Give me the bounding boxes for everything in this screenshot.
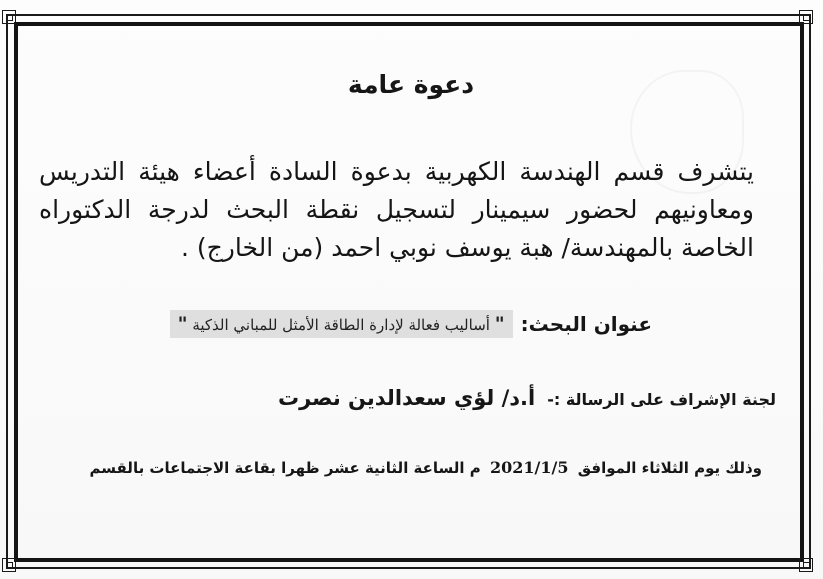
invitation-body: يتشرف قسم الهندسة الكهربية بدعوة السادة أعضاء هيئة التدريس ومعاونيهم لحضور سيمينار لتسجيل نقطة البحث لدرجة الدكتوراه الخاصة بالمهندسة/ هبة يوسف نوبي احمد (من الخارج) . bbox=[39, 157, 754, 262]
corner-ornament-bottom-left bbox=[2, 558, 16, 572]
invitation-content bbox=[30, 40, 792, 550]
corner-ornament-bottom-right bbox=[799, 558, 813, 572]
schedule-line bbox=[89, 458, 762, 477]
invitation-title: دعوة عامة bbox=[347, 70, 475, 99]
close-quote: " bbox=[177, 313, 188, 335]
supervisor-name: أ.د/ لؤي سعدالدين نصرت bbox=[277, 386, 536, 410]
research-title-text: أساليب فعالة لإدارة الطاقة الأمثل للمباني الذكية bbox=[192, 316, 490, 334]
research-title-label: عنوان البحث: bbox=[520, 312, 652, 336]
supervision-label: لجنة الإشراف على الرسالة :- bbox=[547, 390, 776, 409]
schedule-suffix: م الساعة الثانية عشر ظهرا بقاعة الاجتماعات بالقسم bbox=[89, 459, 481, 477]
open-quote: " bbox=[494, 313, 505, 335]
corner-ornament-top-right bbox=[799, 10, 813, 24]
schedule-prefix: وذلك يوم الثلاثاء الموافق bbox=[577, 459, 762, 477]
research-title-box bbox=[170, 310, 513, 338]
supervision-row bbox=[278, 386, 776, 410]
schedule-date: 2021/1/5 bbox=[490, 458, 569, 477]
research-title-row bbox=[170, 310, 652, 338]
corner-ornament-top-left bbox=[2, 10, 16, 24]
